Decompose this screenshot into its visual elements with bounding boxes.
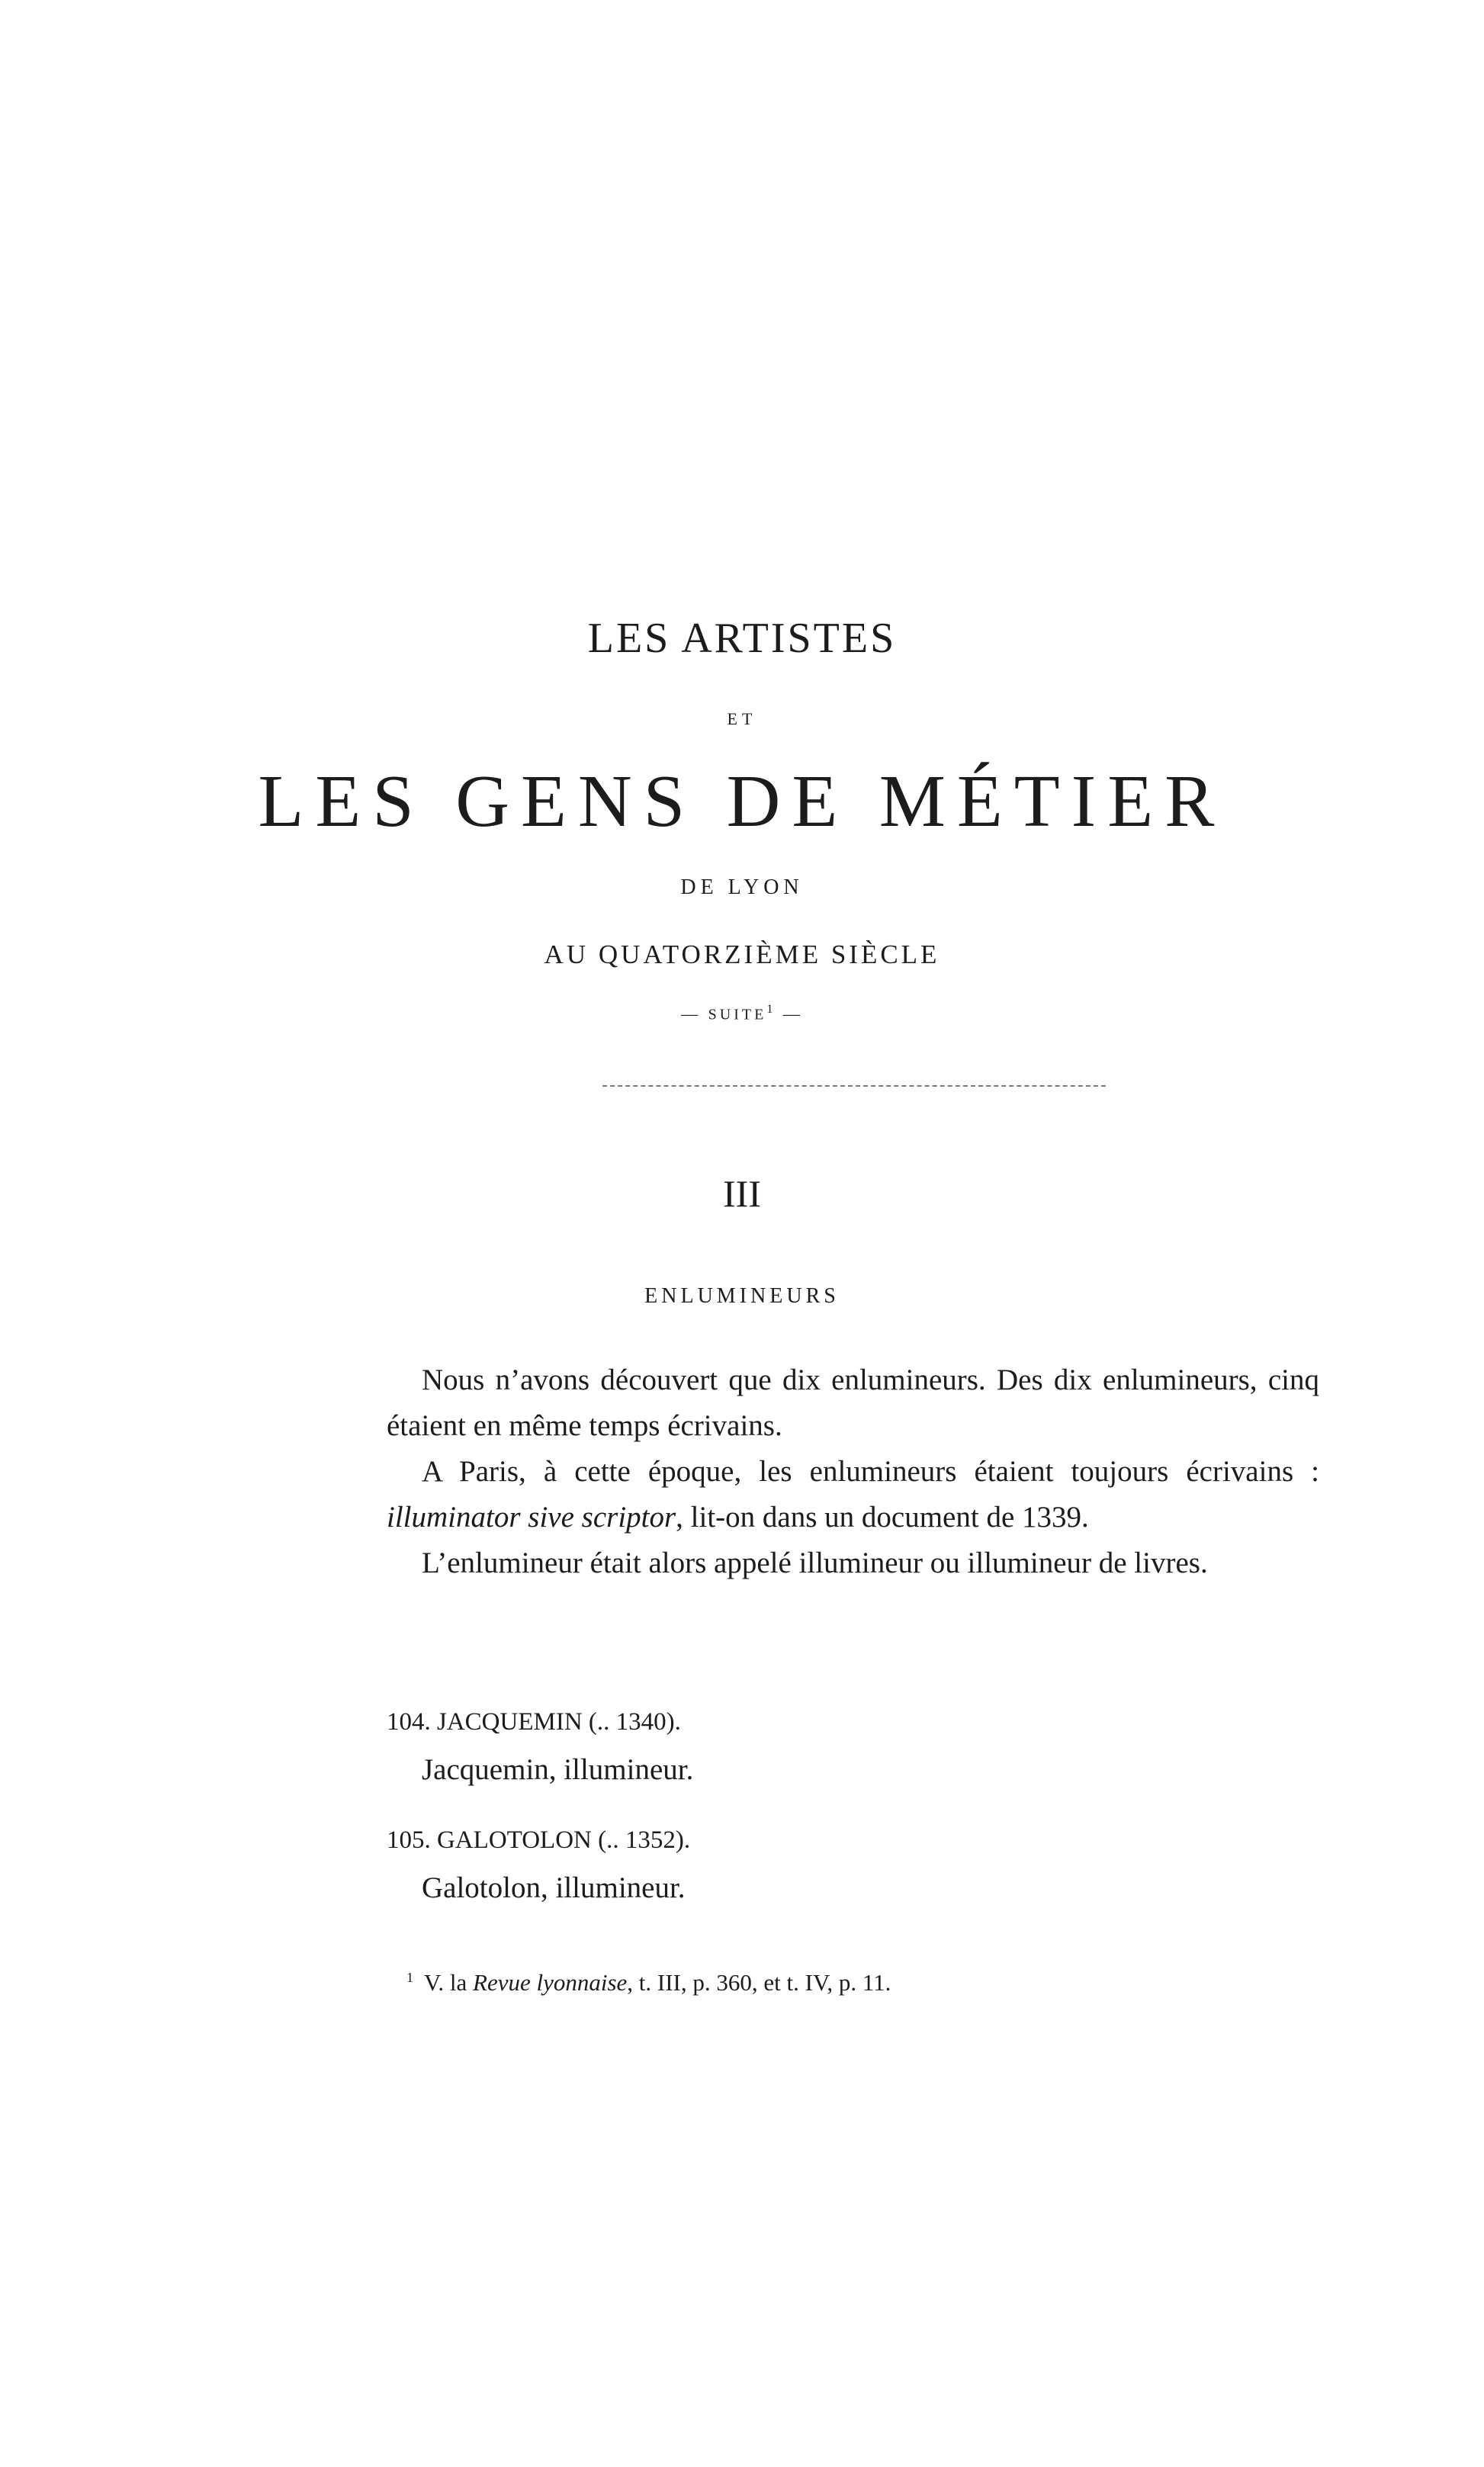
paragraph-text: , lit-on dans un document de 1339. [676, 1501, 1089, 1534]
title-place: DE LYON [680, 875, 804, 899]
section-number: III [723, 1172, 761, 1215]
page-title: LES GENS DE MÉTIER [258, 760, 1226, 843]
footnote [406, 1969, 891, 1996]
latin-quote: illuminator sive scriptor [387, 1501, 676, 1534]
suite-line [0, 1003, 1484, 1023]
suite-suffix: — [776, 1004, 803, 1023]
footnote-mark: 1 [406, 1969, 413, 1985]
paragraph-text: A Paris, à cette époque, les enlumineurs étaient toujours écrivains : [422, 1455, 1319, 1488]
entry-text: Jacquemin, illumineur. [422, 1753, 694, 1786]
suite-note-mark: 1 [766, 1003, 776, 1016]
footnote-journal: Revue lyonnaise [473, 1969, 628, 1996]
suite-prefix: — [681, 1004, 708, 1023]
paragraph: Nous n’avons découvert que dix enlumineurs. Des dix enlumineurs, cinq étaient en même temps écrivains. [387, 1364, 1319, 1442]
title-connector: ET [727, 709, 757, 728]
subtitle: AU QUATORZIÈME SIÈCLE [544, 940, 940, 969]
section-divider [602, 1085, 1106, 1087]
footnote-text: , t. III, p. 360, et t. IV, p. 11. [627, 1969, 891, 1996]
suite-word: SUITE [708, 1006, 767, 1023]
footnote-text: V. la [424, 1969, 474, 1996]
section-title: ENLUMINEURS [644, 1284, 840, 1308]
body-text [387, 1357, 1319, 1586]
title-top: LES ARTISTES [587, 615, 897, 662]
entry-heading: 105. GALOTOLON (.. 1352). [387, 1826, 691, 1854]
paragraph [387, 1449, 1319, 1540]
entry-text: Galotolon, illumineur. [422, 1871, 686, 1904]
entry-heading: 104. JACQUEMIN (.. 1340). [387, 1708, 681, 1736]
paragraph: L’enlumineur était alors appelé illumineur ou illumineur de livres. [422, 1547, 1208, 1579]
